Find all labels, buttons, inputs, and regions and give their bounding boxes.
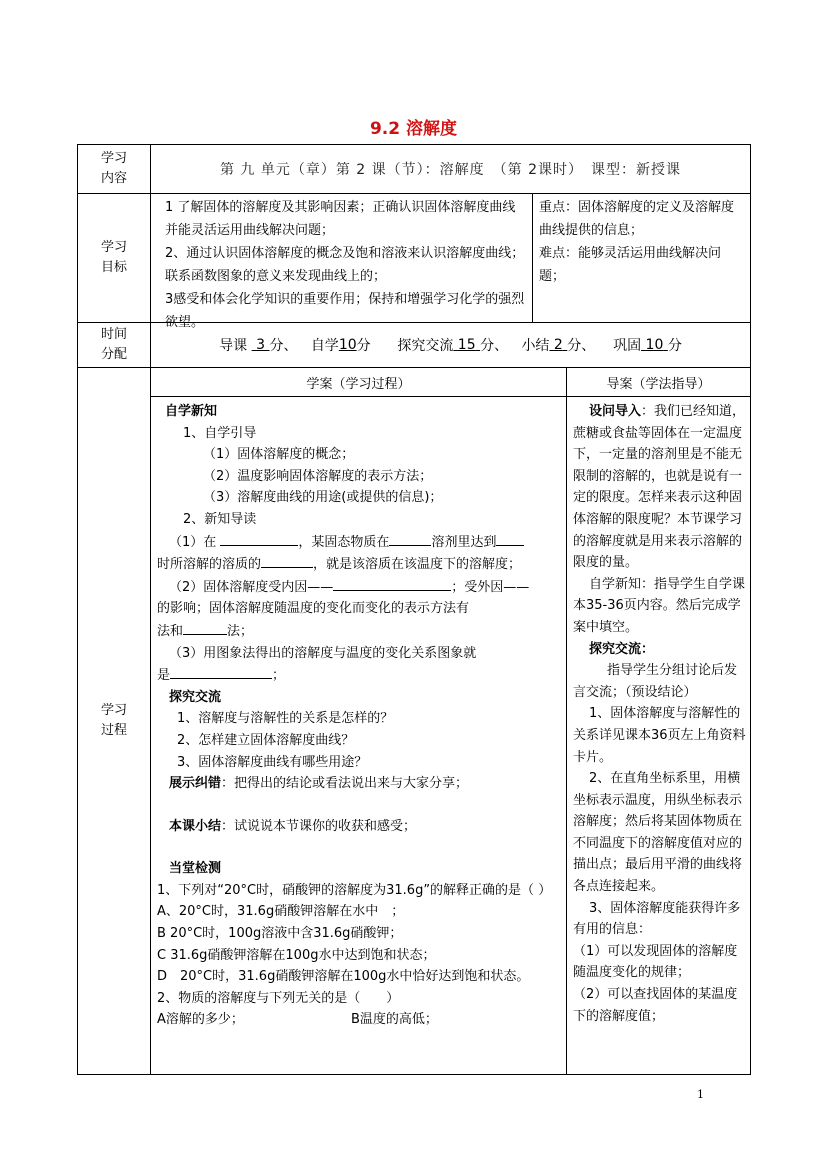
time-item-value: 10 — [645, 337, 664, 353]
time-item-value: 3 — [256, 337, 265, 353]
time-item-value: 15 — [457, 337, 476, 353]
reading-title: 2、新知导读 — [183, 511, 257, 527]
guide-explore-title: 探究交流： — [589, 641, 655, 657]
section-self-study: 自学新知 — [165, 404, 218, 419]
guide-point: 1、固体溶解度与溶解性的关系详见课本36页左上角资料卡片。 — [573, 706, 746, 765]
question-3: （3）用图象法得出的溶解度与温度的变化关系图象就 — [169, 645, 477, 661]
time-item-name: 小结 — [521, 338, 550, 354]
label-goals-text: 学习 目标 — [100, 240, 127, 275]
self-guide-item: （3）溶解度曲线的用途(或提供的信息)； — [203, 490, 443, 506]
goal-item: 3感受和体会化学知识的重要作用；保持和增强学习化学的强烈欲望。 — [165, 292, 525, 330]
time-item-value: 10 — [338, 337, 357, 353]
time-item-name: 巩固 — [613, 338, 642, 354]
teaching-guide-column — [567, 368, 750, 1074]
label-content-text: 学习 内容 — [100, 151, 127, 186]
time-item-unit: 分、 — [480, 338, 509, 354]
label-content — [78, 145, 151, 194]
guide-explore-text: 指导学生分组讨论后发言交流；（预设结论） — [573, 663, 738, 700]
label-time — [78, 323, 151, 368]
section-test: 当堂检测 — [169, 861, 222, 877]
time-item-name: 自学 — [310, 338, 339, 354]
label-process-text: 学习 过程 — [100, 703, 127, 738]
test-question-2: 2、物质的溶解度与下列无关的是（ ） — [157, 990, 400, 1006]
goal-item: 2、通过认识固体溶解度的概念及饱和溶液来认识溶解度曲线；联系函数图象的意义来发现曲线上的； — [165, 246, 525, 284]
teaching-guide-header: 导案（学法指导） — [567, 368, 750, 397]
label-process — [78, 368, 151, 1075]
test-option: B 20°C时，100g溶液中含31.6g硝酸钾； — [157, 926, 403, 942]
lesson-plan-table — [77, 144, 751, 1075]
question-1: （1）在 ，某固态物质在 溶剂里达到 — [157, 531, 560, 554]
time-item-value: 2 — [553, 337, 563, 353]
self-guide-title: 1、自学引导 — [183, 425, 257, 441]
test-option-row: A溶解的多少； B温度的高低； — [157, 1012, 438, 1028]
explore-item: 3、固体溶解度曲线有哪些用途？ — [177, 754, 368, 770]
study-plan-content — [151, 397, 566, 1031]
guide-point: 3、固体溶解度能获得许多有用的信息： — [573, 900, 741, 938]
self-guide-item: （1）固体溶解度的概念； — [203, 447, 355, 463]
guide-intro: 设问导入：我们已经知道，蔗糖或食盐等固体在一定温度下，一定量的溶剂里是不能无限制的溶解的，也就是说有一定的限度。怎样来表示这种固体溶解的限度呢？本节课学习的溶解度就是用来表示溶解的限度的量。 — [573, 404, 746, 571]
guide-self-study: 自学新知：指导学生自学课本35-36页内容。然后完成学案中填空。 — [573, 576, 746, 635]
self-guide-item: （2）温度影响固体溶解度的表示方法； — [203, 468, 433, 484]
question-2-end: 法和 法； — [157, 620, 560, 643]
page-number: 1 — [697, 1088, 704, 1101]
time-item-unit: 分 — [356, 338, 371, 354]
key-points — [533, 194, 750, 322]
goals-list — [151, 194, 533, 330]
guide-point: （2）可以查找固体的某温度下的溶解度值； — [573, 987, 738, 1024]
goal-item: 1 了解固体的溶解度及其影响因素；正确认识固体溶解度曲线并能灵活运用曲线解决问题； — [165, 200, 516, 238]
test-option: C 31.6g硝酸钾溶解在100g水中达到饱和状态； — [157, 947, 436, 963]
explore-item: 1、溶解度与溶解性的关系是怎样的？ — [177, 711, 394, 727]
time-item-name: 探究交流 — [397, 338, 454, 354]
question-3-cont: 是 ； — [157, 664, 560, 687]
unit-line: 第 九 单元（章）第 2 课（节）：溶解度 （第 2课时） 课型：新授课 — [219, 162, 682, 178]
time-item-unit: 分 — [667, 338, 682, 354]
test-option: A、20°C时，31.6g硝酸钾溶解在水中 ； — [157, 904, 405, 920]
guide-point: （1）可以发现固体的溶解度随温度变化的规律； — [573, 943, 738, 981]
test-option: D 20°C时，31.6g硝酸钾溶解在100g水中恰好达到饱和状态。 — [157, 969, 530, 985]
question-1-cont: 时所溶解的溶质的 ，就是该溶质在该温度下的溶解度； — [157, 553, 560, 576]
section-explore: 探究交流 — [169, 689, 222, 705]
question-2: （2）固体溶解度受内因—— ；受外因—— — [157, 576, 560, 599]
lesson-summary: 本课小结：试说说本节课你的收获和感受； — [169, 818, 417, 834]
key-point: 重点：固体溶解度的定义及溶解度曲线提供的信息； — [539, 200, 735, 238]
teaching-guide-content — [567, 397, 750, 1027]
page-title: 9.2 溶解度 — [369, 119, 458, 139]
question-2-cont: 的影响；固体溶解度随温度的变化而变化的表示方法有 — [157, 601, 470, 617]
row-content — [78, 145, 751, 194]
row-goals — [78, 194, 751, 323]
time-item-name: 导课 — [219, 338, 248, 354]
time-item-unit: 分、 — [567, 338, 596, 354]
study-plan-column — [151, 368, 567, 1074]
explore-item: 2、怎样建立固体溶解度曲线？ — [177, 732, 355, 748]
show-correct: 展示纠错：把得出的结论或看法说出来与大家分享； — [169, 776, 469, 792]
time-item-unit: 分、 — [269, 338, 298, 354]
difficult-point: 难点：能够灵活运用曲线解决问题； — [539, 246, 722, 284]
guide-point: 2、在直角坐标系里，用横坐标表示温度，用纵坐标表示溶解度；然后将某固体物质在不同温度下的溶解度值对应的描出点；最后用平滑的曲线将各点连接起来。 — [573, 771, 743, 895]
row-process — [78, 368, 751, 1075]
test-question-1: 1、下列对“20°C时，硝酸钾的溶解度为31.6g”的解释正确的是（ ） — [157, 882, 552, 898]
label-time-text: 时间 分配 — [100, 327, 127, 362]
study-plan-header: 学案（学习过程） — [151, 368, 566, 397]
label-goals — [78, 194, 151, 323]
